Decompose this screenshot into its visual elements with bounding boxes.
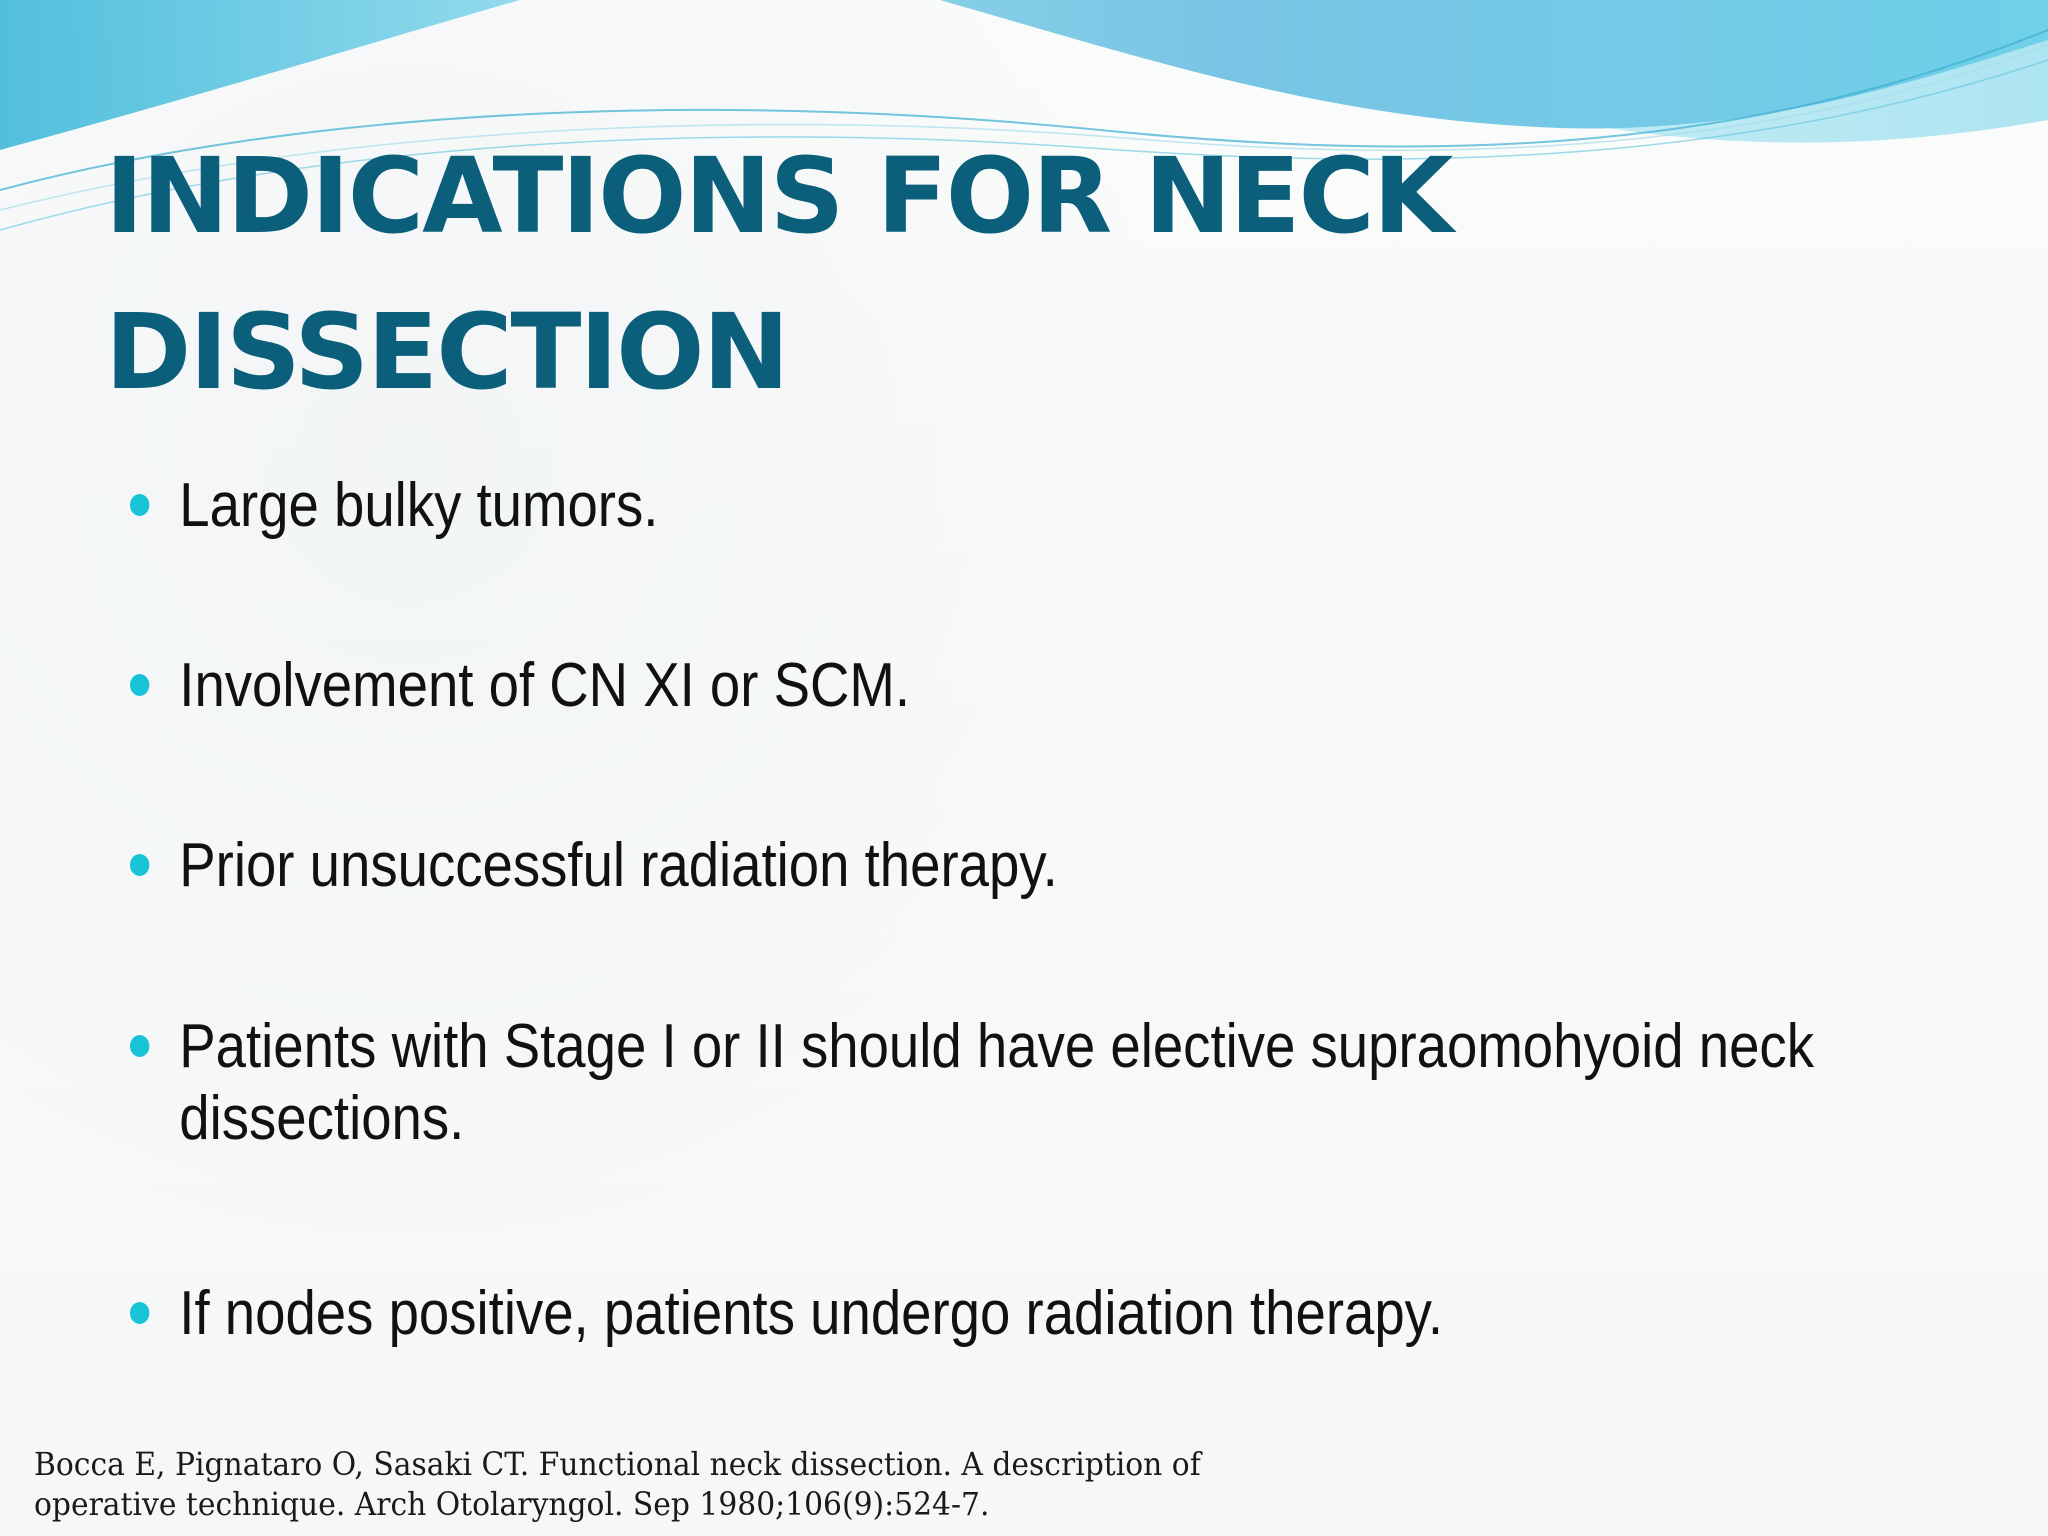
bullet-text: Patients with Stage I or II should have elective supraomohyoid neck dissections. (179, 1012, 1814, 1153)
citation-reference: Bocca E, Pignataro O, Sasaki CT. Functional neck dissection. A description of operative technique. Arch Otolaryngol. Sep 1980;106(9):524-7. (34, 1445, 1201, 1523)
bullet-item (130, 1011, 1939, 1155)
bullet-text: If nodes positive, patients undergo radiation therapy. (179, 1279, 1444, 1348)
bullet-text: Prior unsuccessful radiation therapy. (179, 831, 1058, 900)
bullet-text: Involvement of CN XI or SCM. (179, 651, 911, 720)
bullet-dot-icon (130, 1302, 149, 1324)
bullet-item (130, 470, 1939, 542)
slide-title: INDICATIONS FOR NECK DISSECTION (105, 135, 1452, 413)
bullet-dot-icon (130, 674, 149, 696)
bullet-item (130, 1278, 1939, 1350)
bullet-item (130, 830, 1939, 902)
bullet-dot-icon (130, 1035, 149, 1057)
bullet-dot-icon (130, 854, 149, 876)
bullet-text: Large bulky tumors. (179, 471, 659, 540)
bullet-dot-icon (130, 494, 149, 516)
bullet-item (130, 650, 1939, 722)
